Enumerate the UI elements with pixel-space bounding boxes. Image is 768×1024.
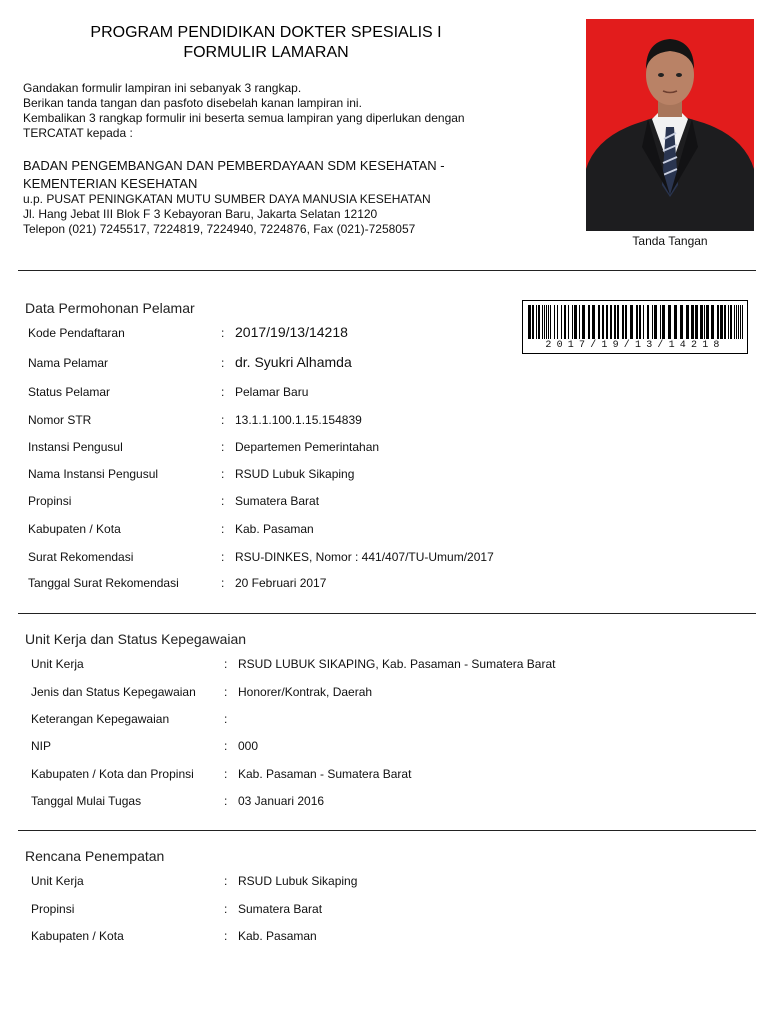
barcode-digits: 2017/19/13/14218 xyxy=(545,340,725,351)
field-label: Kabupaten / Kota xyxy=(31,929,124,943)
field-colon: : xyxy=(221,440,225,454)
field-colon: : xyxy=(221,413,225,427)
barcode-bar xyxy=(582,305,585,339)
barcode-bar xyxy=(662,305,665,339)
field-label: Kode Pendaftaran xyxy=(28,326,125,340)
divider xyxy=(18,613,756,614)
divider xyxy=(18,270,756,271)
field-label: Kabupaten / Kota xyxy=(28,522,121,536)
barcode-bar xyxy=(557,305,558,339)
field-label: Unit Kerja xyxy=(31,874,84,888)
barcode-bar xyxy=(680,305,683,339)
form-title-line2: FORMULIR LAMARAN xyxy=(183,44,349,61)
barcode-bar xyxy=(724,305,726,339)
barcode-bar xyxy=(550,305,551,339)
barcode-bar xyxy=(643,305,644,339)
field-value: 13.1.1.100.1.15.154839 xyxy=(235,413,362,427)
registration-barcode xyxy=(522,300,748,354)
barcode-bar xyxy=(674,305,677,339)
barcode-bar xyxy=(691,305,694,339)
field-colon: : xyxy=(221,326,225,340)
field-colon: : xyxy=(224,685,228,699)
field-value: 2017/19/13/14218 xyxy=(235,324,348,340)
field-label: Nomor STR xyxy=(28,413,92,427)
barcode-bar xyxy=(610,305,612,339)
field-colon: : xyxy=(221,576,225,590)
field-label: NIP xyxy=(31,739,52,753)
barcode-bar xyxy=(686,305,689,339)
field-value: Departemen Pemerintahan xyxy=(235,440,380,454)
field-colon: : xyxy=(221,522,225,536)
barcode-bar xyxy=(738,305,739,339)
field-colon: : xyxy=(224,794,228,808)
field-label: Keterangan Kepegawaian xyxy=(31,712,170,726)
barcode-bar xyxy=(668,305,671,339)
field-label: Surat Rekomendasi xyxy=(28,550,134,564)
barcode-bar xyxy=(622,305,624,339)
barcode-bar xyxy=(639,305,641,339)
field-colon: : xyxy=(221,356,225,370)
barcode-bar xyxy=(602,305,604,339)
instruction-line: Berikan tanda tangan dan pasfoto disebelah kanan lampiran ini. xyxy=(23,96,362,110)
barcode-bar xyxy=(542,305,543,339)
barcode-bar xyxy=(730,305,732,339)
barcode-bar xyxy=(588,305,590,339)
barcode-bar xyxy=(572,305,573,339)
form-title-line1: PROGRAM PENDIDIKAN DOKTER SPESIALIS I xyxy=(90,24,442,41)
agency-name-line2: KEMENTERIAN KESEHATAN xyxy=(23,176,198,191)
barcode-bar xyxy=(528,305,531,339)
barcode-bar xyxy=(538,305,540,339)
field-colon: : xyxy=(224,657,228,671)
field-colon: : xyxy=(224,902,228,916)
barcode-bar xyxy=(574,305,577,339)
field-label: Propinsi xyxy=(28,494,72,508)
field-colon: : xyxy=(221,494,225,508)
barcode-bar xyxy=(736,305,737,339)
barcode-bars xyxy=(528,305,744,339)
field-label: Nama Pelamar xyxy=(28,356,109,370)
barcode-bar xyxy=(734,305,735,339)
field-label: Unit Kerja xyxy=(31,657,84,671)
barcode-bar xyxy=(728,305,729,339)
field-colon: : xyxy=(224,874,228,888)
barcode-bar xyxy=(652,305,653,339)
field-colon: : xyxy=(224,712,228,726)
barcode-bar xyxy=(630,305,633,339)
agency-address: Jl. Hang Jebat III Blok F 3 Kebayoran Baru, Jakarta Selatan 12120 xyxy=(23,207,378,221)
section-title-employment: Unit Kerja dan Status Kepegawaian xyxy=(25,631,247,647)
barcode-bar xyxy=(695,305,698,339)
agency-attention: u.p. PUSAT PENINGKATAN MUTU SUMBER DAYA MANUSIA KESEHATAN xyxy=(23,192,431,206)
field-colon: : xyxy=(224,767,228,781)
field-label: Propinsi xyxy=(31,902,75,916)
barcode-bar xyxy=(614,305,616,339)
field-value: RSUD Lubuk Sikaping xyxy=(235,467,355,481)
field-colon: : xyxy=(224,739,228,753)
signature-label: Tanda Tangan xyxy=(632,234,708,248)
field-label: Tanggal Mulai Tugas xyxy=(31,794,142,808)
field-label: Kabupaten / Kota dan Propinsi xyxy=(31,767,194,781)
field-colon: : xyxy=(221,467,225,481)
barcode-bar xyxy=(606,305,608,339)
barcode-bar xyxy=(625,305,627,339)
field-value: Kab. Pasaman xyxy=(238,929,317,943)
instruction-line: TERCATAT kepada : xyxy=(23,126,133,140)
field-label: Nama Instansi Pengusul xyxy=(28,467,159,481)
field-value: RSUD Lubuk Sikaping xyxy=(238,874,358,888)
barcode-bar xyxy=(544,305,545,339)
barcode-bar xyxy=(564,305,566,339)
barcode-bar xyxy=(536,305,537,339)
barcode-bar xyxy=(554,305,555,339)
barcode-bar xyxy=(706,305,709,339)
barcode-bar xyxy=(592,305,595,339)
barcode-bar xyxy=(647,305,649,339)
field-value: 000 xyxy=(238,739,259,753)
field-value: Sumatera Barat xyxy=(238,902,323,916)
barcode-bar xyxy=(546,305,547,339)
field-value: RSU-DINKES, Nomor : 441/407/TU-Umum/2017 xyxy=(235,550,494,564)
field-label: Jenis dan Status Kepegawaian xyxy=(31,685,196,699)
barcode-bar xyxy=(617,305,619,339)
barcode-bar xyxy=(636,305,638,339)
field-label: Instansi Pengusul xyxy=(28,440,123,454)
barcode-bar xyxy=(532,305,534,339)
barcode-bar xyxy=(548,305,549,339)
barcode-bar xyxy=(711,305,714,339)
instruction-line: Gandakan formulir lampiran ini sebanyak 3 rangkap. xyxy=(23,81,302,95)
field-value: dr. Syukri Alhamda xyxy=(235,354,352,370)
field-value: 20 Februari 2017 xyxy=(235,576,327,590)
field-label: Status Pelamar xyxy=(28,385,111,399)
barcode-bar xyxy=(704,305,705,339)
barcode-bar xyxy=(579,305,580,339)
agency-name-line1: BADAN PENGEMBANGAN DAN PEMBERDAYAAN SDM KESEHATAN - xyxy=(23,158,445,173)
barcode-bar xyxy=(598,305,600,339)
section-title-applicant: Data Permohonan Pelamar xyxy=(25,300,195,316)
field-value: Pelamar Baru xyxy=(235,385,309,399)
barcode-bar xyxy=(660,305,661,339)
instruction-line: Kembalikan 3 rangkap formulir ini beserta semua lampiran yang diperlukan dengan xyxy=(23,111,465,125)
barcode-bar xyxy=(720,305,723,339)
barcode-bar xyxy=(740,305,741,339)
barcode-bar xyxy=(561,305,562,339)
field-value: RSUD LUBUK SIKAPING, Kab. Pasaman - Sumatera Barat xyxy=(238,657,556,671)
field-colon: : xyxy=(221,385,225,399)
barcode-bar xyxy=(568,305,569,339)
barcode-bar xyxy=(742,305,743,339)
portrait-illustration xyxy=(586,19,754,231)
field-value: 03 Januari 2016 xyxy=(238,794,325,808)
barcode-bar xyxy=(717,305,719,339)
barcode-bar xyxy=(654,305,657,339)
field-value: Sumatera Barat xyxy=(235,494,320,508)
agency-phone: Telepon (021) 7245517, 7224819, 7224940, 7224876, Fax (021)-7258057 xyxy=(23,222,416,236)
field-value: Honorer/Kontrak, Daerah xyxy=(238,685,373,699)
field-value: Kab. Pasaman - Sumatera Barat xyxy=(238,767,412,781)
field-value: Kab. Pasaman xyxy=(235,522,314,536)
field-colon: : xyxy=(224,929,228,943)
divider xyxy=(18,830,756,831)
barcode-bar xyxy=(700,305,703,339)
field-label: Tanggal Surat Rekomendasi xyxy=(28,576,179,590)
section-title-placement: Rencana Penempatan xyxy=(25,848,165,864)
field-colon: : xyxy=(221,550,225,564)
applicant-photo xyxy=(586,19,754,231)
